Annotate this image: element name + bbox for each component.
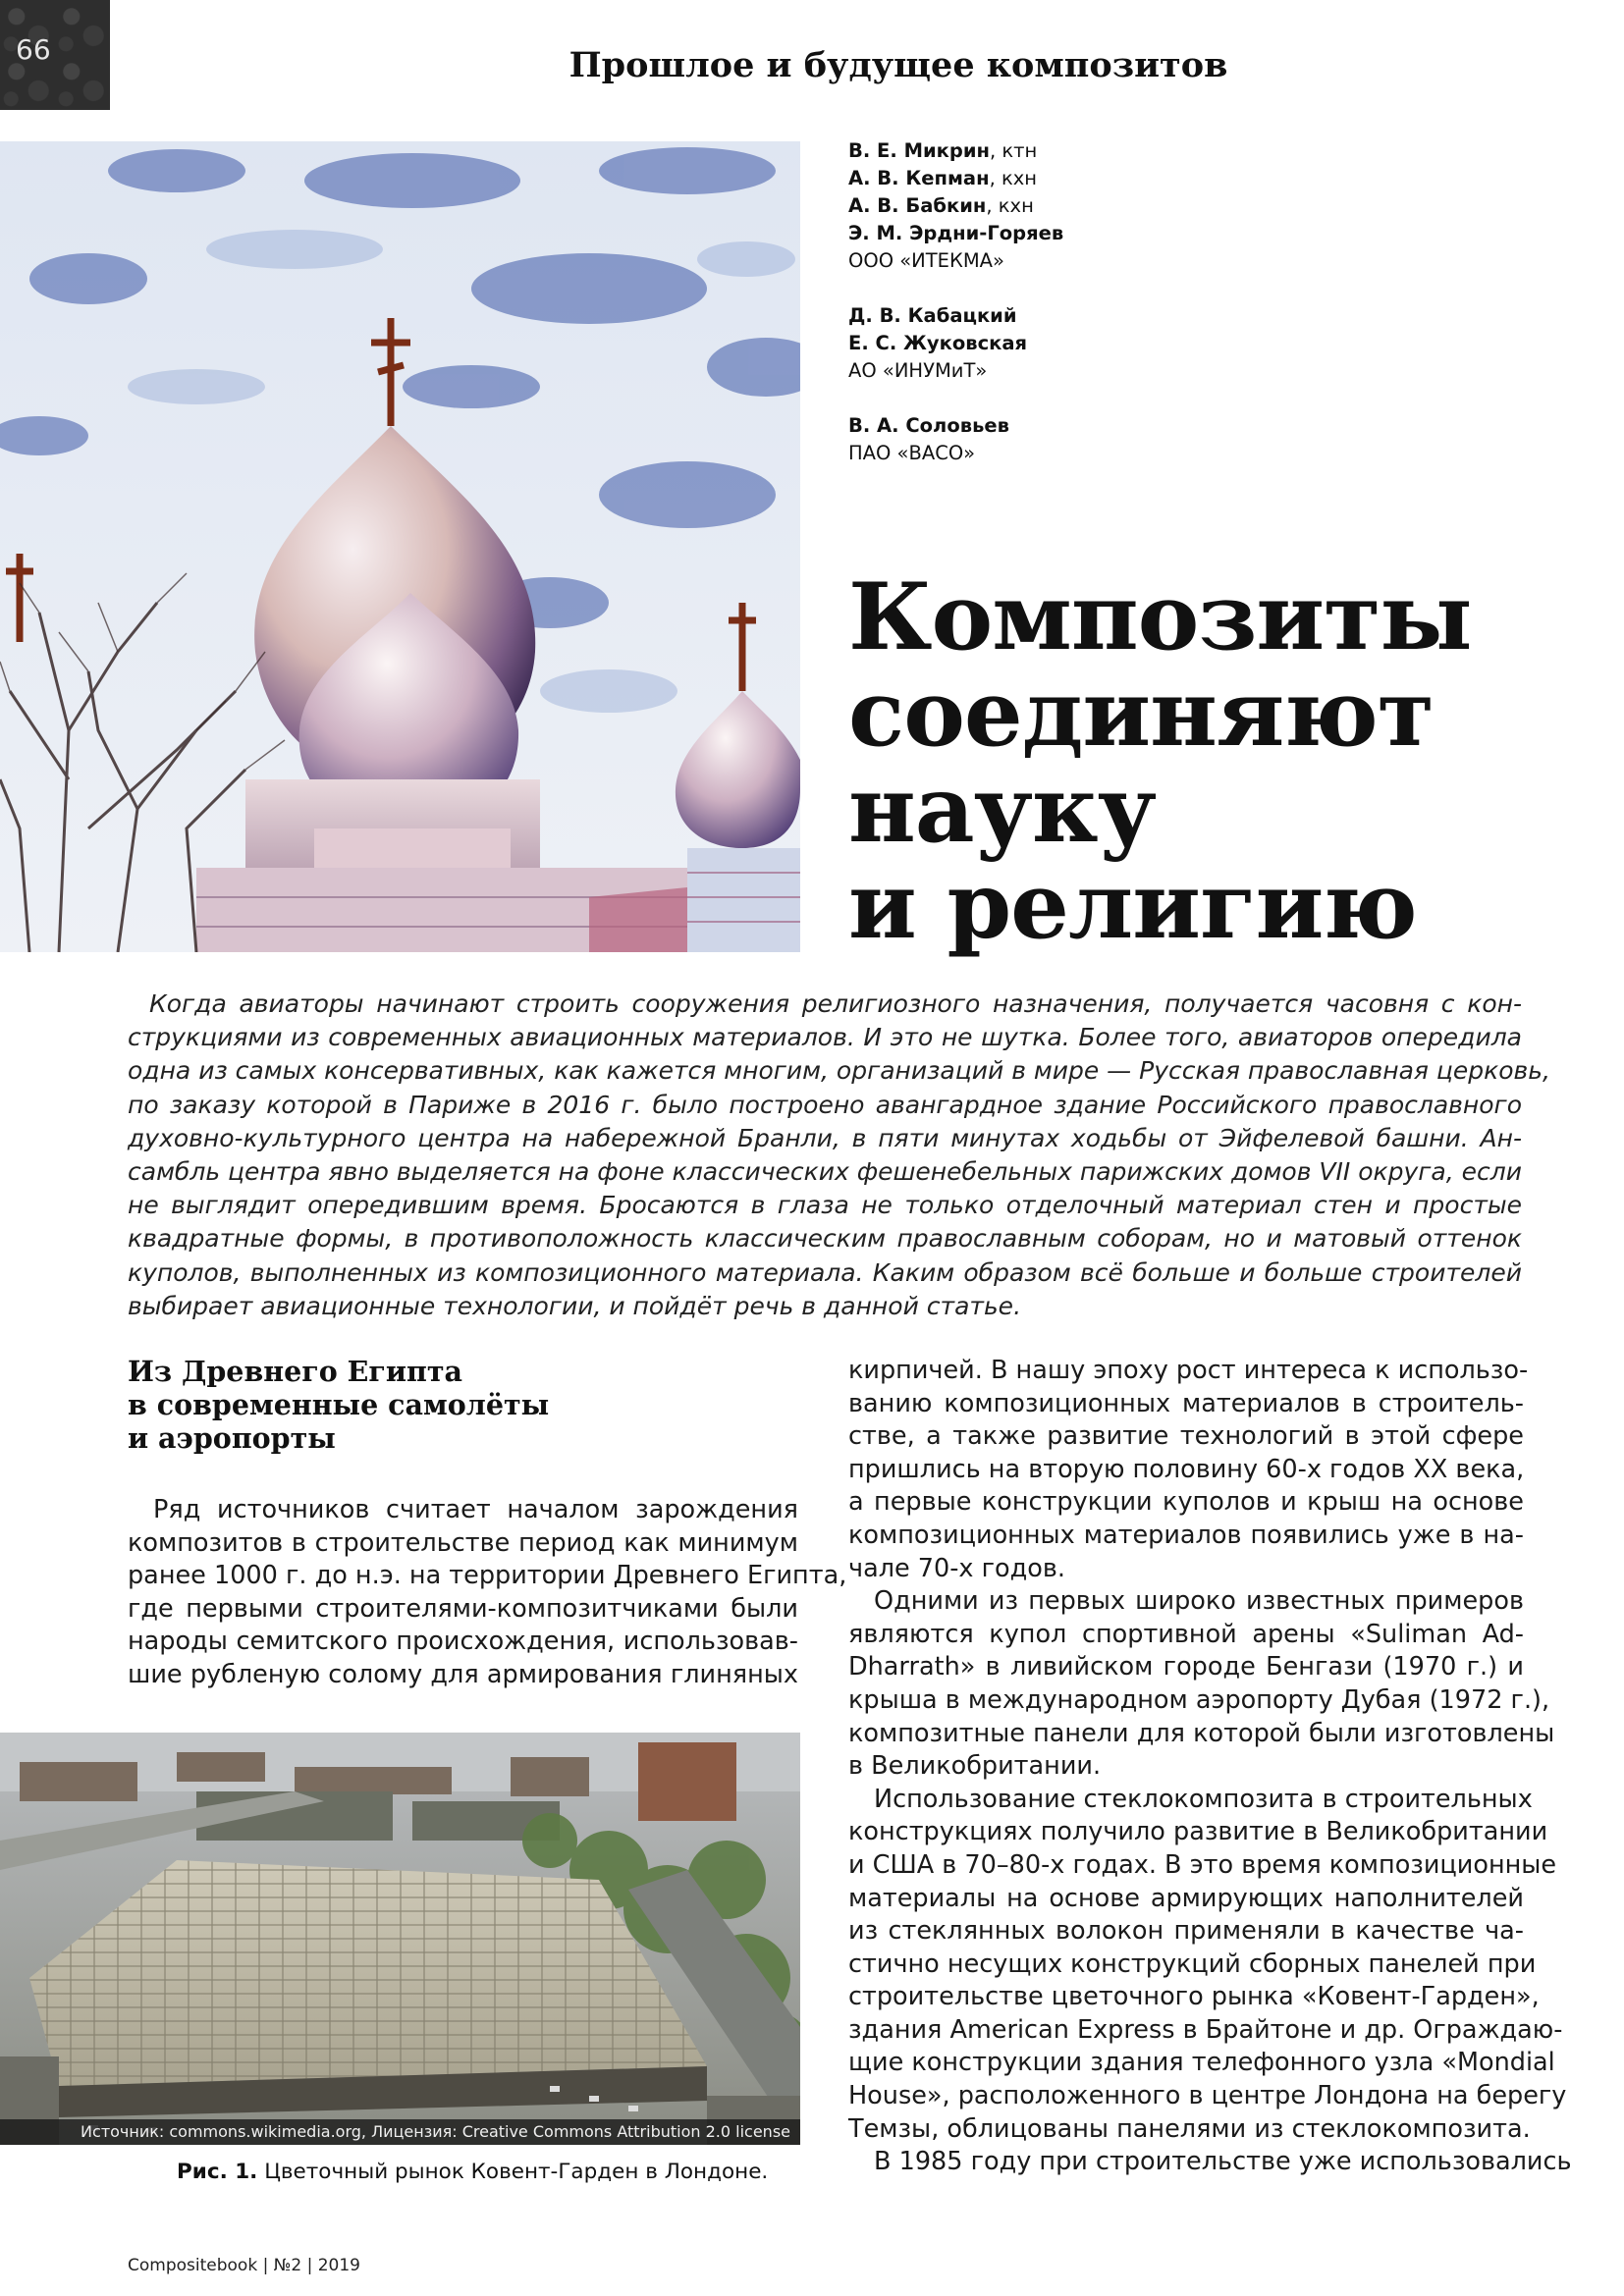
- body-line: композиционных материалов появились уже в на-: [848, 1520, 1524, 1550]
- body-line: пришлись на вторую половину 60-х годов XX века,: [848, 1454, 1525, 1484]
- figure-label: Рис. 1.: [177, 2160, 258, 2184]
- section-heading-line: и аэропорты: [128, 1421, 336, 1455]
- title-line: соединяют: [848, 660, 1434, 768]
- body-line: конструкциях получило развитие в Великобритании: [848, 1817, 1548, 1847]
- author: Э. М. Эрдни-Горяев: [848, 222, 1064, 244]
- section-heading-line: в современные самолёты: [128, 1388, 550, 1421]
- body-line: щие конструкции здания телефонного узла «Mondial: [848, 2048, 1555, 2078]
- body-line: стве, а также развитие технологий в этой сфере: [848, 1421, 1524, 1452]
- lead-line: куполов, выполненных из композиционного материала. Каким образом всё больше и больше строителей: [128, 1257, 1522, 1287]
- body-line: чале 70-х годов.: [848, 1553, 1065, 1583]
- author-group: [848, 137, 1261, 275]
- figure-caption: [177, 2160, 768, 2184]
- body-line: Dharrath» в ливийском городе Бенгази (1970 г.) и: [848, 1652, 1524, 1682]
- body-line: крыша в международном аэропорту Дубая (1972 г.),: [848, 1684, 1550, 1715]
- lead-line: струкциями из современных авиационных материалов. И это не шутка. Более того, авиаторов опередила: [128, 1023, 1522, 1052]
- body-line: Темзы, облицованы панелями из стеклокомпозита.: [848, 2113, 1531, 2144]
- body-line: а первые конструкции куполов и крыш на основе: [848, 1487, 1524, 1518]
- section-heading-line: Из Древнего Египта: [128, 1355, 462, 1388]
- author: Е. С. Жуковская: [848, 332, 1028, 354]
- title-line: и религию: [848, 852, 1417, 960]
- section-heading: [128, 1355, 815, 1455]
- lead-line: духовно-культурного центра на набережной Бранли, в пяти минутах ходьбы от Эйфелевой башни. Ан-: [128, 1123, 1522, 1152]
- author: Д. В. Кабацкий: [848, 304, 1017, 327]
- lead-line: по заказу которой в Париже в 2016 г. было построено авангардное здание Российского православного: [128, 1090, 1522, 1119]
- lead-line: квадратные формы, в противоположность классическим православным соборам, но и матовый оттенок: [128, 1224, 1522, 1254]
- photo-credit: Источник: commons.wikimedia.org, Лицензия: Creative Commons Attribution 2.0 license: [0, 2119, 800, 2145]
- title-line: Композиты: [848, 563, 1472, 671]
- author: В. Е. Микрин, ктн: [848, 139, 1038, 162]
- body-line: Использование стеклокомпозита в строительных: [874, 1784, 1533, 1814]
- body-line: шие рубленую солому для армирования глиняных: [128, 1659, 798, 1689]
- church-domes-illustration: [0, 141, 800, 952]
- body-line: House», расположенного в центре Лондона на берегу: [848, 2081, 1567, 2111]
- affiliation: ПАО «ВАСО»: [848, 442, 976, 464]
- body-line: являются купол спортивной арены «Suliman Ad-: [848, 1619, 1524, 1649]
- article-title: [848, 563, 1595, 960]
- body-line: В 1985 году при строительстве уже использовались: [874, 2147, 1572, 2177]
- figure-caption-text: Цветочный рынок Ковент-Гарден в Лондоне.: [257, 2160, 769, 2184]
- title-line: науку: [848, 756, 1156, 864]
- author: А. В. Бабкин, кхн: [848, 194, 1034, 217]
- body-line: кирпичей. В нашу эпоху рост интереса к использо-: [848, 1356, 1529, 1385]
- figure-photo-covent-garden-market: [0, 1733, 800, 2145]
- running-head: Прошлое и будущее композитов: [568, 45, 1228, 85]
- lead-line: Когда авиаторы начинают строить сооружения религиозного назначения, получается часовня с кон-: [149, 989, 1522, 1018]
- body-column-left: [128, 1494, 847, 1692]
- page-number-badge: [0, 0, 110, 110]
- page-footer: Compositebook | №2 | 2019: [128, 2256, 360, 2275]
- body-line: здания American Express в Брайтоне и др. Ограждаю-: [848, 2014, 1563, 2045]
- body-line: и США в 70–80-х годах. В это время композиционные: [848, 1849, 1557, 1880]
- body-line: Одними из первых широко известных примеров: [874, 1586, 1524, 1617]
- affiliation: ООО «ИТЕКМА»: [848, 249, 1004, 272]
- author: А. В. Кепман, кхн: [848, 167, 1038, 189]
- lead-line: самбль центра явно выделяется на фоне классических фешенебельных парижских домов VII округа, если: [128, 1157, 1522, 1187]
- lead-paragraph: [128, 988, 1550, 1323]
- lead-line: одна из самых консервативных, как кажется многим, организаций в мире — Русская православная церковь,: [128, 1056, 1550, 1086]
- lead-line: выбирает авиационные технологии, и пойдёт речь в данной статье.: [128, 1291, 1022, 1320]
- author-group: [848, 412, 1261, 467]
- body-line: народы семитского происхождения, использовав-: [128, 1627, 798, 1657]
- body-line: стично несущих конструкций сборных панелей при: [848, 1949, 1537, 1979]
- authors-block: [848, 137, 1261, 495]
- author-group: [848, 302, 1261, 385]
- affiliation: АО «ИНУМиТ»: [848, 359, 988, 382]
- body-line: из стеклянных волокон применяли в качестве ча-: [848, 1916, 1524, 1947]
- body-line: композитные панели для которой были изготовлены: [848, 1718, 1555, 1748]
- page-number: 66: [16, 33, 51, 66]
- body-column-right: [848, 1355, 1572, 2179]
- body-line: Ряд источников считает началом зарождения: [153, 1495, 798, 1524]
- body-line: в Великобритании.: [848, 1751, 1102, 1782]
- body-line: строительстве цветочного рынка «Ковент-Гарден»,: [848, 1982, 1540, 2012]
- body-line: ванию композиционных материалов в строитель-: [848, 1388, 1524, 1418]
- body-line: ранее 1000 г. до н.э. на территории Древнего Египта,: [128, 1561, 847, 1591]
- author: В. А. Соловьев: [848, 414, 1009, 437]
- market-aerial-illustration: [0, 1733, 800, 2145]
- body-line: где первыми строителями-композитчиками были: [128, 1593, 798, 1624]
- hero-photo-church-domes: [0, 141, 800, 952]
- lead-line: не выглядит опередившим время. Бросаются в глаза не только отделочный материал стен и простые: [128, 1191, 1522, 1220]
- body-line: композитов в строительстве период как минимум: [128, 1527, 798, 1558]
- body-line: материалы на основе армирующих наполнителей: [848, 1883, 1524, 1913]
